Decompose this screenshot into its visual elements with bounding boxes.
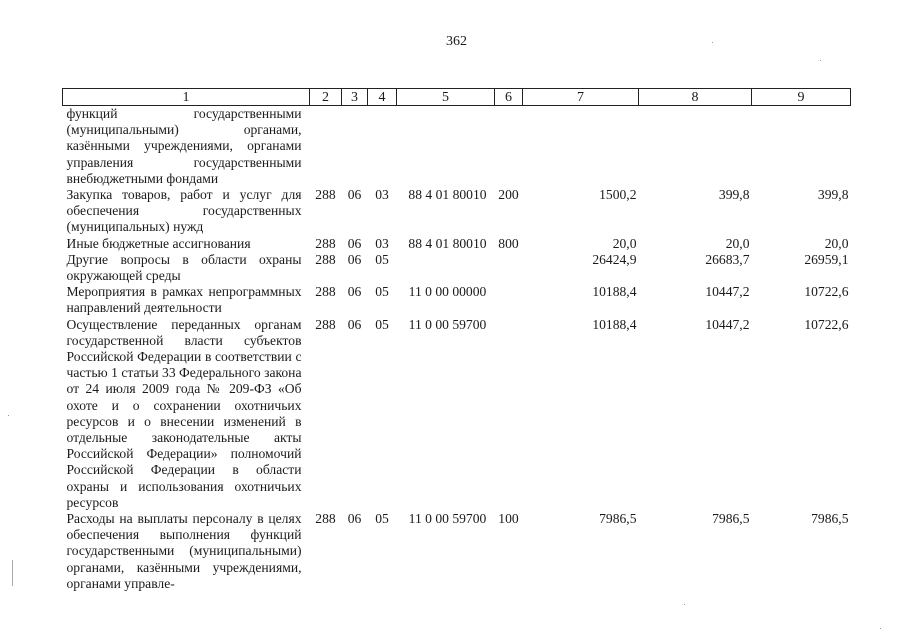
cell-subsection — [368, 106, 397, 188]
cell-section: 06 — [347, 187, 362, 203]
cell-target-article: 88 4 01 80010 — [408, 187, 487, 203]
header-row — [63, 89, 851, 106]
cell-amount-3: 7986,5 — [811, 511, 849, 527]
row-name: Другие вопросы в области охраны окружающей среды — [66, 251, 302, 284]
row-name: функций государственными (муниципальными) органами, казёнными учреждениями, органами управления государственными внебюджетными фондами — [66, 106, 302, 186]
row-name: Осуществление переданных органам государственной власти субъектов Российской Федерации в соответствии с частью 1 статьи 33 Федерального закона от 24 июля 2009 года № 209-ФЗ «Об охоте и о сохранении охотничьих ресурсов и о внесении изменений в отдельные законодательные акты Российской Федерации» полномочий Российской Федерации в области охраны и использования охотничьих ресурсов — [66, 316, 302, 510]
cell-expense-type — [495, 317, 523, 511]
scan-speck — [880, 628, 881, 629]
cell-amount-2: 399,8 — [718, 187, 750, 203]
budget-table — [62, 88, 851, 592]
cell-section: 06 — [347, 511, 362, 527]
cell-expense-type — [495, 106, 523, 188]
cell-amount-3: 26959,1 — [804, 251, 849, 267]
scan-speck — [712, 42, 713, 43]
scan-margin-mark — [12, 560, 13, 586]
row-name: Иные бюджетные ассигнования — [66, 235, 251, 251]
table-row — [63, 106, 851, 188]
cell-amount-2: 10447,2 — [705, 316, 750, 332]
cell-subsection: 05 — [375, 511, 389, 527]
cell-subsection: 05 — [375, 284, 389, 300]
scan-speck — [820, 60, 821, 61]
scan-speck — [8, 415, 9, 416]
table-row — [63, 511, 851, 592]
cell-expense-type — [495, 284, 523, 316]
cell-amount-3 — [752, 106, 851, 188]
cell-subsection: 05 — [375, 316, 389, 332]
cell-section: 06 — [347, 251, 362, 267]
cell-expense-type: 800 — [498, 235, 519, 251]
cell-expense-type: 200 — [498, 187, 519, 203]
cell-admin-code: 288 — [315, 235, 336, 251]
cell-amount-1 — [523, 106, 639, 188]
column-header: 5 — [397, 89, 495, 106]
cell-section — [342, 106, 368, 188]
cell-target-article: 88 4 01 80010 — [408, 235, 487, 251]
cell-target-article: 11 0 00 59700 — [408, 316, 487, 332]
cell-admin-code: 288 — [315, 251, 336, 267]
cell-amount-2: 7986,5 — [712, 511, 750, 527]
scan-speck — [684, 604, 685, 605]
row-name: Мероприятия в рамках непрограммных направлений деятельности — [66, 284, 302, 316]
table-row — [63, 236, 851, 252]
cell-amount-2: 26683,7 — [705, 251, 750, 267]
column-header: 4 — [368, 89, 397, 106]
table-row — [63, 317, 851, 511]
cell-subsection: 03 — [375, 235, 389, 251]
column-header: 6 — [495, 89, 523, 106]
cell-amount-3: 399,8 — [817, 187, 849, 203]
page-number: 362 — [446, 34, 467, 49]
cell-subsection: 05 — [375, 251, 389, 267]
column-header: 7 — [523, 89, 639, 106]
cell-expense-type: 100 — [498, 511, 519, 527]
table-row — [63, 252, 851, 284]
cell-section: 06 — [347, 316, 362, 332]
cell-amount-3: 20,0 — [824, 235, 849, 251]
cell-amount-2: 20,0 — [725, 235, 750, 251]
cell-amount-1: 10188,4 — [592, 316, 637, 332]
cell-amount-1: 26424,9 — [592, 251, 637, 267]
cell-section: 06 — [347, 235, 362, 251]
cell-amount-2 — [639, 106, 752, 188]
cell-admin-code — [310, 106, 342, 188]
column-header: 9 — [752, 89, 851, 106]
cell-admin-code: 288 — [315, 316, 336, 332]
cell-admin-code: 288 — [315, 511, 336, 527]
cell-target-article: 11 0 00 59700 — [408, 511, 487, 527]
cell-section: 06 — [347, 284, 362, 300]
cell-admin-code: 288 — [315, 187, 336, 203]
cell-target-article: 11 0 00 00000 — [408, 284, 487, 300]
column-header: 8 — [639, 89, 752, 106]
column-header: 2 — [310, 89, 342, 106]
table-row — [63, 187, 851, 236]
table-row — [63, 284, 851, 316]
cell-admin-code: 288 — [315, 284, 336, 300]
cell-amount-1: 20,0 — [612, 235, 637, 251]
cell-expense-type — [495, 252, 523, 284]
cell-amount-3: 10722,6 — [804, 316, 849, 332]
cell-amount-2: 10447,2 — [705, 284, 750, 300]
cell-target-article — [397, 252, 495, 284]
cell-amount-1: 7986,5 — [599, 511, 637, 527]
cell-amount-3: 10722,6 — [804, 284, 849, 300]
row-name: Закупка товаров, работ и услуг для обеспечения государственных (муниципальных) нужд — [66, 187, 302, 235]
cell-amount-1: 10188,4 — [592, 284, 637, 300]
row-name: Расходы на выплаты персоналу в целях обеспечения выполнения функций государственными (муниципальными) органами, казёнными учреждениями, органами управле- — [66, 511, 302, 591]
column-header: 1 — [63, 89, 310, 106]
cell-amount-1: 1500,2 — [599, 187, 637, 203]
cell-target-article — [397, 106, 495, 188]
cell-subsection: 03 — [375, 187, 389, 203]
column-header: 3 — [342, 89, 368, 106]
